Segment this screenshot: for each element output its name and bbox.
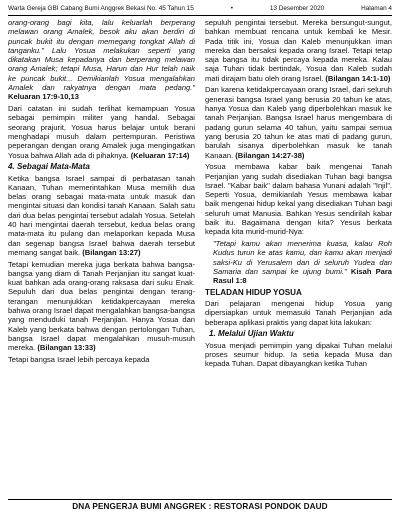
paragraph: Yosua membawa kabar baik mengenai Tanah Perjanjian yang sudah disediakan Tuhan bagi bangsa Israel. "Kabar baik" dalam bahasa Yunani adalah "Injil". Seperti Yosua, demikianlah Yesus membawa kabar baik mengenai hidup kekal yang disediakan Tuhan bagi seluruh umat Manusia. Bahkan Yesus sendirilah kabar baik itu. Bagaimana dengan kita? Yesus berkata kepada kita murid-murid-Nya: (205, 162, 392, 237)
section-heading-spy: 4. Sebagai Mata-Mata (8, 162, 90, 172)
page-header (8, 4, 392, 14)
left-column (8, 18, 195, 492)
paragraph: Ketika bangsa Israel sampai di perbatasan tanah Kanaan, Tuhan memerintahkan Musa memilih dua belas orang sebagai mata-mata untuk masuk dan mengintai situasi dan kondisi tanah Kanaan. Salah satu dari dua belas pengintai tersebut adalah Yosua. Setelah 40 hari mengintai daerah tersebut, kedua belas orang mata-mata itu pulang dan melaporkan kepada Musa dan segenap bangsa Israel bahwa daerah tersebut memang sangat baik. (Bilangan 13:27) (8, 173, 195, 257)
scripture-reference: (Bilangan 13:33) (37, 343, 96, 353)
scripture-reference: (Bilangan 14:1-10) (325, 73, 391, 83)
paragraph: Tetapi bangsa Israel lebih percaya kepada (8, 354, 150, 364)
paragraph: Yosua menjadi pemimpin yang dipakai Tuhan melalui proses seumur hidup. Ia setia kepada Musa dan kepada Tuhan. Dapat dibayangkan ketika Tuhan (205, 340, 392, 369)
header-sep: • (230, 5, 233, 12)
paragraph: Dari pelajaran mengenai hidup Yosua yang dipersiapkan untuk memasuki Tanah Perjanjian ada beberapa aplikasi praktis yang dapat kita lakukan: (205, 299, 392, 327)
publication-title: Warta Gereja GBI Cabang Bumi Anggrek Bekasi No. 45 Tahun 15 (8, 5, 194, 12)
section-heading-main: TELADAN HIDUP YOSUA (205, 287, 302, 297)
paragraph: Dan karena ketidakpercayaan orang Israel, dari seluruh generasi bangsa Israel yang berusia 20 tahun ke atas, hanya Yosua dan Kaleb yang diperbolehkan masuk ke tanah Perjanjian. Bangsa Israel harus mengembara di padang gurun selama 40 tahun, yaitu sampai semua yang berusia 20 tahun ke atas mati di padang gurun, barulah sisanya diperbolehkan masuk ke tanah Kanaan. (Bilangan 14:27-38) (205, 85, 392, 160)
scripture-reference: (Bilangan 14:27-38) (235, 150, 305, 160)
subheading-time-test: 1. Melalui Ujian Waktu (209, 329, 294, 339)
scripture-reference: (Bilangan 13:27) (82, 247, 141, 257)
header-divider (8, 15, 392, 16)
scripture-reference: (Keluaran 17:14) (130, 150, 190, 160)
quote-reference: Keluaran 17:9-10,13 (8, 92, 79, 102)
page-footer: DNA PENGERJA BUMI ANGGREK : RESTORASI PONDOK DAUD (8, 499, 392, 512)
quote-continuation: orang-orang bagi kita, lalu keluarlah berperang melawan orang Amalek, besok aku akan berdiri di puncak bukit itu dengan memegang tongkat Allah di tanganku." Lalu Yosua melakukan seperti yang dikatakan Musa kepadanya dan berperang melawan orang Amalek; tetapi Musa, Harun dan Hur telah naik ke puncak bukit... Demikianlah Yosua mengalahkan Amalek dan rakyatnya dengan mata pedang." Keluaran 17:9-10,13 (8, 18, 195, 102)
paragraph: sepuluh pengintai tersebut. Mereka bersungut-sungut, bahkan membuat rencana untuk kembali ke Mesir. Pada titik ini, Yosua dan Kaleb menunjukkan iman mereka dan bersaksi kepada orang Israel. Tetapi tetap saja bangsa itu tidak percaya kepada mereka. Kalau saja Tuhan tidak bertindak, Yosua dan Kaleb sudah mati dirajam batu oleh orang Israel. (Bilangan 14:1-10) (205, 18, 392, 83)
right-column (205, 18, 392, 492)
paragraph: Dari catatan ini sudah terlihat kemampuan Yosua sebagai pemimpin militer yang handal. Sebagai seorang prajurit, Yosua harus belajar untuk berani menghadapi musuh dalam pertempuran. Peristiwa peperangan dengan orang Amalek juga mengingatkan Yosua bahwa Allah ada di pihaknya. (Keluaran 17:14) (8, 104, 195, 160)
block-quote: "Tetapi kamu akan menerima kuasa, kalau Roh Kudus turun ke atas kamu, dan kamu akan menjadi saksi-Ku di Yerusalem dan di seluruh Yudea dan Samaria dan sampai ke ujung bumi." Kisah Para Rasul 1:8 (213, 239, 392, 286)
page-number: Halaman 4 (361, 5, 392, 12)
paragraph: Tetapi kemudian mereka juga berkata bahwa bangsa-bangsa yang diam di Tanah Perjanjian itu sangat kuat-kuat bahkan ada orang-orang raksasa dari suku Enak. Sepuluh dari dua belas pengintai dengan terang-terangan menunjukkan ketidakpercayaan mereka bahwa orang Israel dapat mengalahkan bangsa-bangsa yang menduduki tanah Perjanjian. Hanya Yosua dan Kaleb yang berkata bahwa dengan pertolongan Tuhan, bangsa Israel dapat mengalahkan musuh-musuh mereka. (Bilangan 13:33) (8, 259, 195, 353)
quote-reference: Kisah Para Rasul 1:8 (213, 266, 392, 286)
issue-date: 13 Desember 2020 (269, 5, 325, 12)
